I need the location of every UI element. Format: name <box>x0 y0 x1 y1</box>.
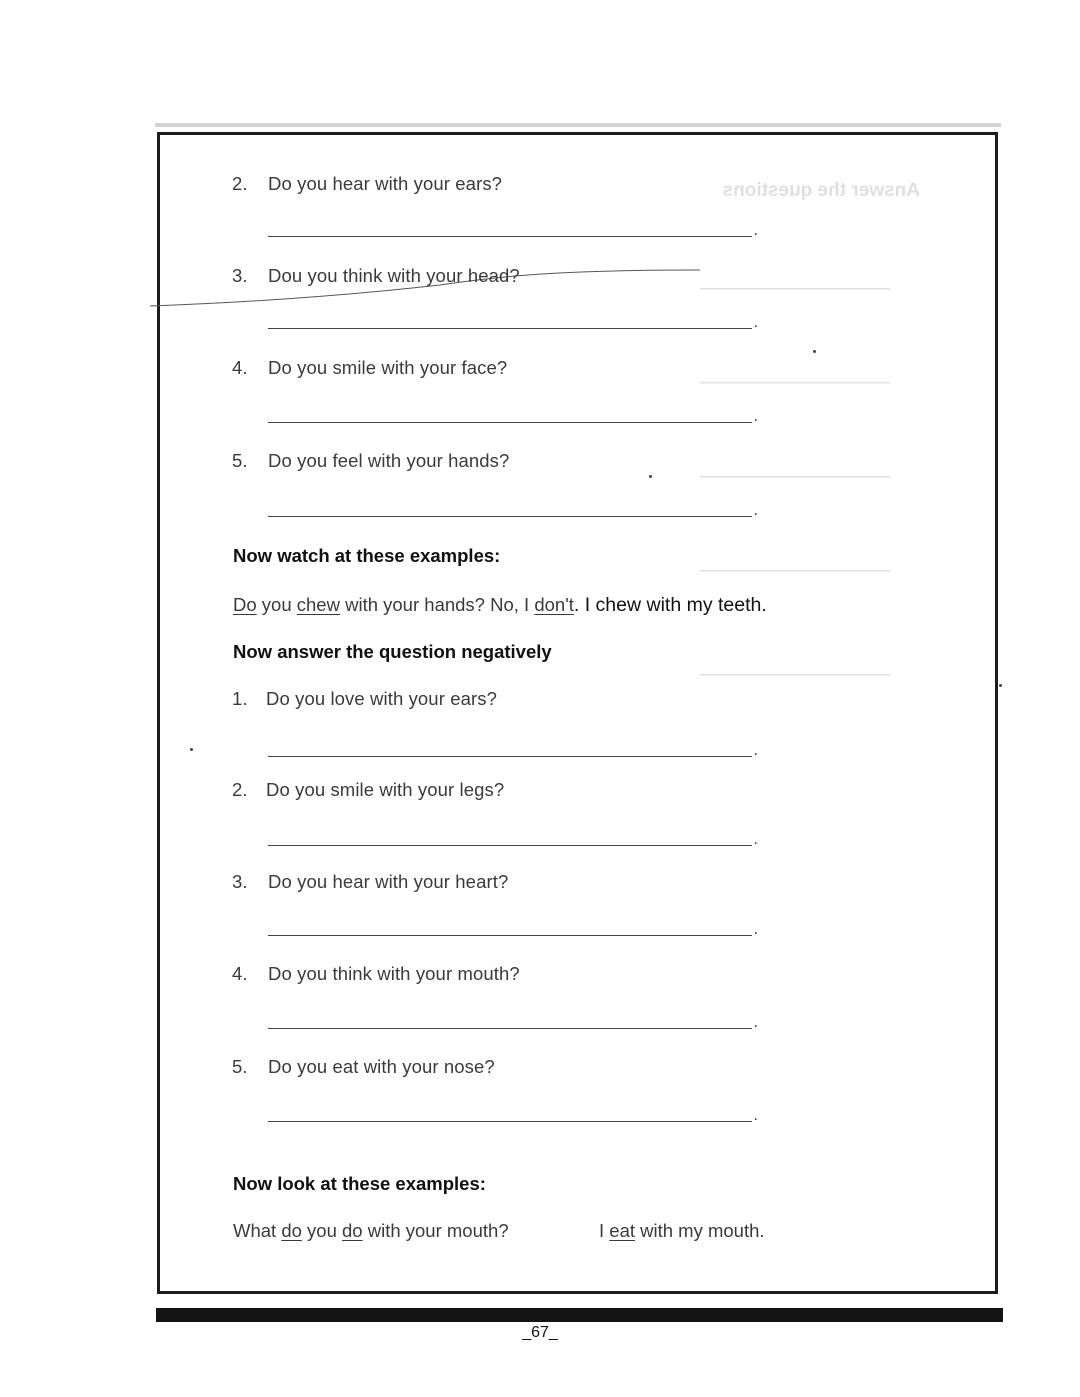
example-text: with your mouth? <box>362 1220 509 1241</box>
question-text: Do you hear with your ears? <box>268 173 503 194</box>
answer-line[interactable] <box>268 845 752 846</box>
look-examples-heading: Now look at these examples: <box>233 1173 486 1194</box>
stray-pen-stroke <box>0 0 1080 400</box>
speck <box>813 350 816 353</box>
answer-line[interactable] <box>268 1121 752 1122</box>
question-number: 4. <box>232 357 248 378</box>
question-number: 1. <box>232 688 248 709</box>
example-text: with your hands? No, I <box>339 594 535 615</box>
example-text: I <box>599 1220 610 1241</box>
speck <box>190 748 193 751</box>
example-word-underlined: do <box>281 1220 302 1241</box>
page-number: _67_ <box>522 1324 558 1341</box>
answer-line[interactable] <box>268 1028 752 1029</box>
question-text: Do you love with your ears? <box>266 688 497 709</box>
look-example-answer <box>599 1220 765 1242</box>
question-number: 5. <box>232 1056 248 1077</box>
question-text: Do you hear with your heart? <box>268 871 509 892</box>
question-number: 3. <box>232 871 248 892</box>
question-text: Do you eat with your nose? <box>268 1056 495 1077</box>
answer-line[interactable] <box>268 328 752 329</box>
question-text: Do you feel with your hands? <box>268 450 510 471</box>
watch-example-sentence <box>233 594 767 617</box>
answer-line[interactable] <box>268 236 752 237</box>
watch-examples-heading: Now watch at these examples: <box>233 545 501 566</box>
question-text: Dou you think with your head? <box>268 265 520 286</box>
answer-line[interactable] <box>268 516 752 517</box>
question-number: 5. <box>232 450 248 471</box>
answer-line[interactable] <box>268 935 752 936</box>
question-number: 4. <box>232 963 248 984</box>
example-word-underlined: eat <box>609 1220 635 1241</box>
question-text: Do you think with your mouth? <box>268 963 520 984</box>
negative-section-heading: Now answer the question negatively <box>233 641 552 662</box>
question-number: 2. <box>232 779 248 800</box>
example-word-underlined: don't <box>534 594 574 615</box>
bleed-through-heading: Answer the questions <box>722 180 920 201</box>
speck <box>999 684 1002 687</box>
question-text: Do you smile with your face? <box>268 357 508 378</box>
example-word-underlined: chew <box>296 594 340 615</box>
example-text: What <box>233 1220 282 1241</box>
answer-line[interactable] <box>268 756 752 757</box>
example-word-underlined: do <box>342 1220 363 1241</box>
example-text: . I chew with my teeth. <box>573 594 767 616</box>
answer-line[interactable] <box>268 422 752 423</box>
question-number: 3. <box>232 265 248 286</box>
example-text: with my mouth. <box>635 1220 765 1241</box>
bottom-bar <box>156 1308 1003 1322</box>
look-example-question <box>233 1220 509 1242</box>
speck <box>649 475 652 478</box>
example-text: you <box>256 594 297 615</box>
question-number: 2. <box>232 173 248 194</box>
example-text: you <box>301 1220 343 1241</box>
question-text: Do you smile with your legs? <box>266 779 505 800</box>
example-word-underlined: Do <box>233 594 257 615</box>
